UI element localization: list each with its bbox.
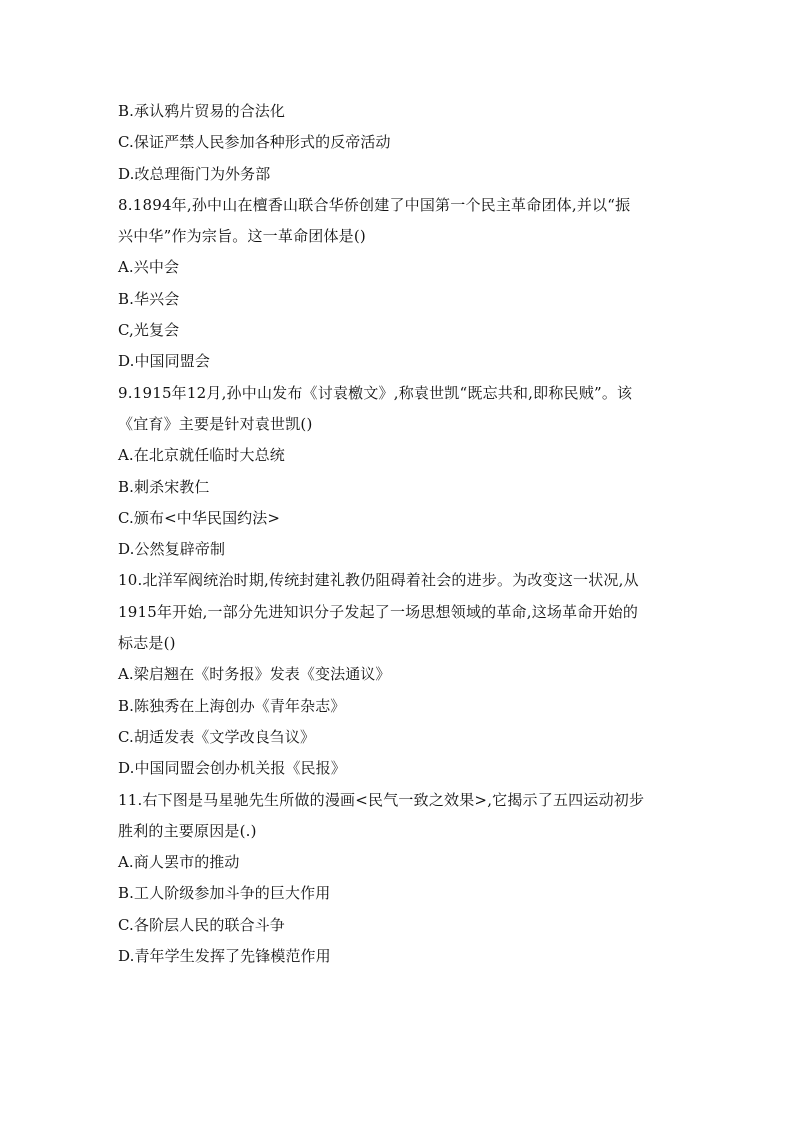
q8-option-c: C,光复会	[118, 321, 180, 340]
q10-option-b: B.陈独秀在上海创办《青年杂志》	[118, 696, 346, 715]
q11-option-d: D.青年学生发挥了先锋模范作用	[118, 947, 331, 966]
q10-stem-line-2: 1915年开始,一部分先进知识分子发起了一场思想领域的革命,这场革命开始的	[118, 602, 639, 621]
q9-option-d: D.公然复辟帝制	[118, 540, 226, 559]
q8-option-b: B.华兴会	[118, 289, 180, 308]
q10-option-c: C.胡适发表《文学改良刍议》	[118, 727, 316, 746]
q8-option-d: D.中国同盟会	[118, 352, 210, 371]
q8-stem-line-2: 兴中华”作为宗旨。这一革命团体是()	[118, 227, 366, 246]
q9-option-b: B.刺杀宋教仁	[118, 477, 210, 496]
document-page	[118, 96, 688, 972]
q11-stem-line-2: 胜利的主要原因是(.)	[118, 821, 257, 840]
q7-option-c: C.保证严禁人民参加各种形式的反帝活动	[118, 133, 391, 152]
q10-stem-line-1: 10.北洋军阀统治时期,传统封建礼教仍阻碍着社会的进步。为改变这一状况,从	[118, 571, 639, 590]
q7-option-d: D.改总理衙门为外务部	[118, 164, 271, 183]
q10-option-a: A.梁启翘在《时务报》发表《变法通议》	[118, 665, 391, 684]
q8-option-a: A.兴中会	[118, 258, 180, 277]
q11-option-c: C.各阶层人民的联合斗争	[118, 915, 285, 934]
q8-stem-line-1: 8.1894年,孙中山在檀香山联合华侨创建了中国第一个民主革命团体,并以“振	[118, 195, 631, 214]
q9-option-a: A.在北京就任临时大总统	[118, 446, 285, 465]
q7-option-b: B.承认鸦片贸易的合法化	[118, 102, 285, 120]
q9-option-c: C.颁布<中华民国约法>	[118, 508, 281, 527]
q11-stem-line-1: 11.右下图是马星驰先生所做的漫画<民气一致之效果>,它揭示了五四运动初步	[118, 790, 645, 809]
q10-stem-line-3: 标志是()	[118, 634, 176, 653]
q11-option-a: A.商人罢市的推动	[118, 853, 240, 872]
q9-stem-line-1: 9.1915年12月,孙中山发布《讨袁檄文》,称袁世凯“既忘共和,即称民贼”。该	[118, 383, 633, 402]
q9-stem-line-2: 《宜育》主要是针对袁世凯()	[118, 414, 313, 433]
q11-option-b: B.工人阶级参加斗争的巨大作用	[118, 884, 331, 903]
q10-option-d: D.中国同盟会创办机关报《民报》	[118, 759, 346, 778]
